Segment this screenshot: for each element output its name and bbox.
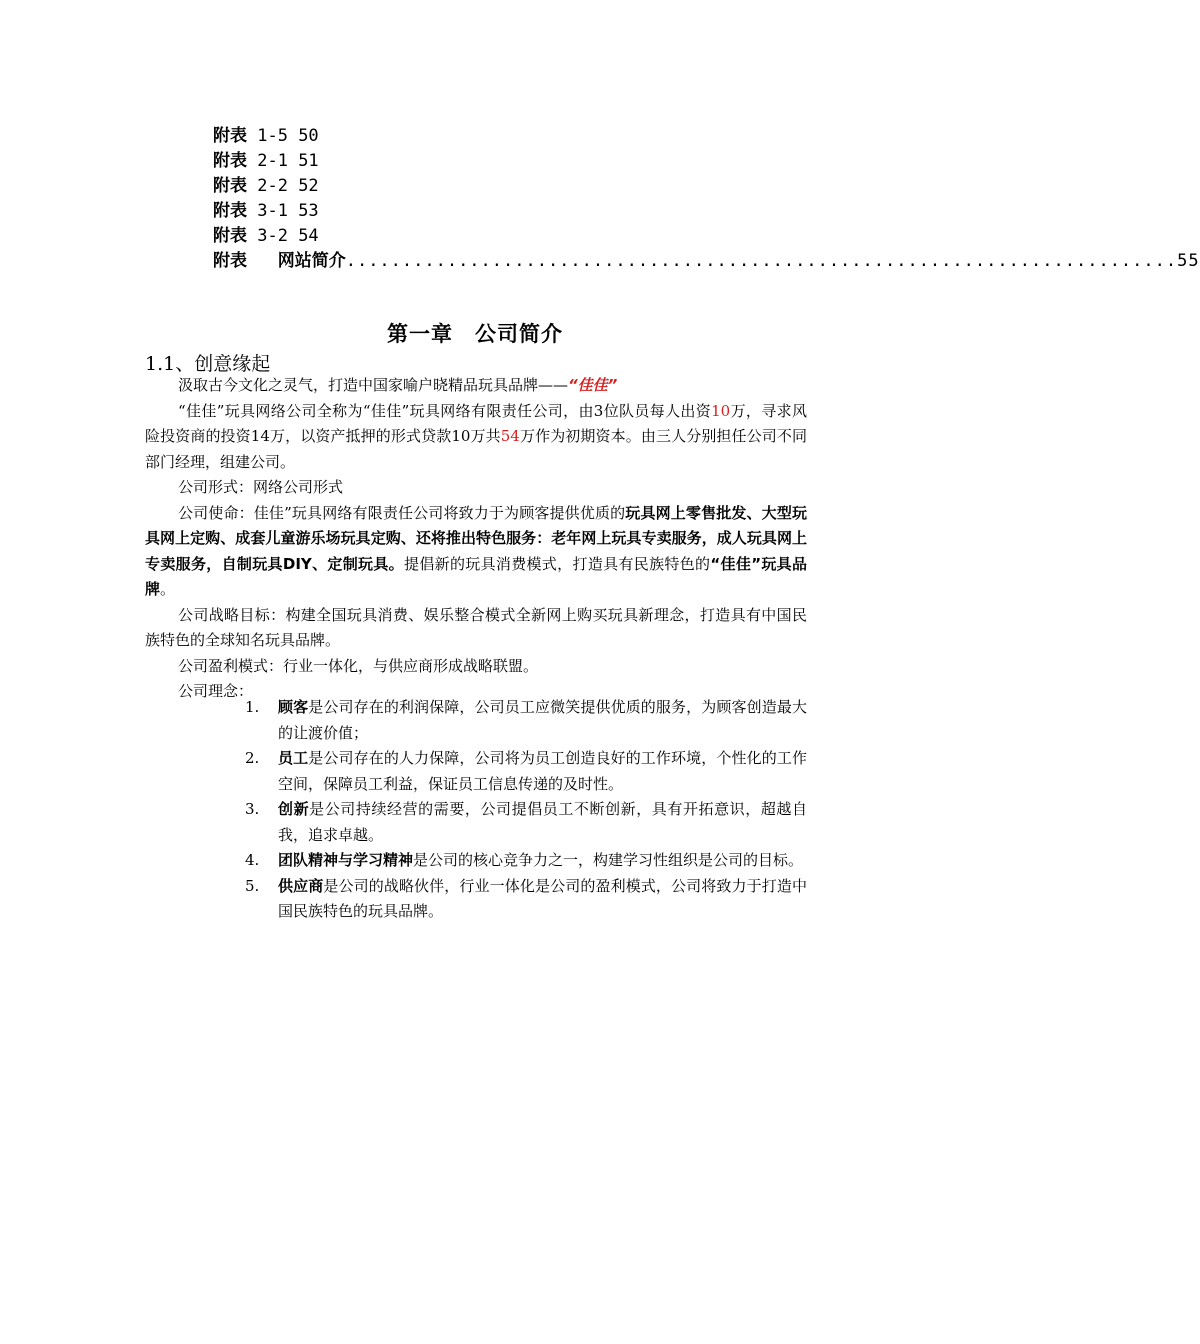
list-number-wrap — [145, 874, 278, 925]
list-description: 是公司存在的利润保障，公司员工应微笑提供优质的服务，为顾客创造最大的让渡价值； — [278, 698, 807, 742]
list-keyword: 供应商 — [278, 876, 324, 895]
list-description: 是公司存在的人力保障，公司将为员工创造良好的工作环境，个性化的工作空间，保障员工利益，保证员工信息传递的及时性。 — [278, 749, 807, 793]
paragraph-strategy: 公司战略目标：构建全国玩具消费、娱乐整合模式全新网上购买玩具新理念，打造具有中国民族特色的全球知名玩具品牌。 — [145, 605, 807, 649]
toc-entry[interactable] — [213, 174, 807, 199]
chapter-title: 第一章 公司简介 — [387, 322, 563, 346]
toc-label: 附表 — [213, 176, 247, 196]
toc-entry[interactable] — [213, 224, 807, 249]
list-text — [278, 695, 807, 746]
paragraph-intro — [145, 373, 807, 399]
paragraph-funding — [145, 399, 807, 476]
list-keyword: 创新 — [278, 800, 310, 818]
list-description: 是公司的战略伙伴，行业一体化是公司的盈利模式，公司将致力于打造中国民族特色的玩具品牌。 — [278, 876, 807, 920]
brand-name: “佳佳” — [568, 376, 618, 394]
list-item — [145, 848, 807, 874]
list-text — [278, 848, 807, 874]
toc-leader-dots: .......................................................................... — [345, 251, 1178, 271]
toc-page-number: 55 — [1177, 251, 1200, 271]
paragraph-mission — [145, 501, 807, 603]
list-item — [145, 874, 807, 925]
toc-text: 3-2 54 — [257, 226, 319, 246]
toc-label: 附表 — [213, 226, 247, 246]
list-item — [145, 797, 807, 848]
body-text — [145, 373, 807, 705]
toc-entry-website[interactable] — [213, 249, 1200, 274]
toc-text: 1-5 50 — [257, 126, 319, 146]
list-text — [278, 746, 807, 797]
funding-text-a: “佳佳”玩具网络公司全称为“佳佳”玩具网络有限责任公司，由3位队员每人出资 — [178, 401, 712, 420]
intro-text: 汲取古今文化之灵气，打造中国家喻户晓精品玩具品牌—— — [178, 376, 569, 394]
funding-text-c: 万作为初期资本。由三人分别担任公司不同部门经理，组建公司。 — [145, 427, 807, 471]
list-text — [278, 874, 807, 925]
funding-number-1: 10 — [711, 401, 731, 420]
list-number: 1. — [245, 698, 260, 716]
toc-entry[interactable] — [213, 199, 807, 224]
toc-label: 附表 — [213, 151, 247, 171]
toc-label: 附表 — [213, 201, 247, 221]
toc-label: 附表 — [213, 126, 247, 146]
list-keyword: 员工 — [278, 749, 309, 767]
toc-entry[interactable] — [213, 149, 807, 174]
toc-title: 网站简介 — [277, 251, 346, 271]
list-number-wrap — [145, 695, 278, 746]
funding-text-b: 万，寻求风险投资商的投资14万，以资产抵押的形式贷款10万共 — [145, 401, 807, 445]
mission-text-b: 提倡新的玩具消费模式，打造具有民族特色的 — [404, 554, 711, 573]
paragraph-form: 公司形式：网络公司形式 — [178, 478, 344, 496]
list-number: 4. — [245, 851, 260, 869]
toc-text: 2-2 52 — [257, 176, 319, 196]
toc-text: 3-1 53 — [257, 201, 319, 221]
paragraph-profit: 公司盈利模式：行业一体化，与供应商形成战略联盟。 — [178, 656, 539, 675]
list-number-wrap — [145, 746, 278, 797]
philosophy-list — [145, 695, 807, 925]
list-keyword: 团队精神与学习精神 — [278, 851, 414, 869]
mission-brand: “佳佳”玩具品牌 — [145, 554, 808, 598]
mission-text-c: 。 — [160, 580, 176, 598]
toc-text: 2-1 51 — [257, 151, 319, 171]
list-keyword: 顾客 — [278, 698, 309, 716]
list-number: 3. — [245, 800, 260, 818]
paragraph-philosophy: 公司理念： — [178, 682, 254, 700]
mission-text-a: 公司使命：佳佳”玩具网络有限责任公司将致力于为顾客提供优质的 — [178, 503, 626, 522]
list-item — [145, 746, 807, 797]
toc-label: 附表 — [213, 251, 247, 271]
list-number: 5. — [245, 876, 260, 895]
toc-entry[interactable] — [213, 124, 807, 149]
list-text — [278, 797, 807, 848]
list-item — [145, 695, 807, 746]
mission-services: 玩具网上零售批发、大型玩具网上定购、成套儿童游乐场玩具定购、还将推出特色服务：老年网上玩具专卖服务，成人玩具网上专卖服务，自制玩具DIY、定制玩具。 — [145, 503, 807, 573]
section-title: 1.1、创意缘起 — [145, 353, 271, 375]
list-description: 是公司持续经营的需要，公司提倡员工不断创新，具有开拓意识，超越自我，追求卓越。 — [278, 800, 807, 844]
table-of-contents — [213, 124, 1200, 274]
list-number-wrap — [145, 848, 278, 874]
list-number: 2. — [245, 749, 260, 767]
list-description: 是公司的核心竞争力之一，构建学习性组织是公司的目标。 — [413, 851, 804, 869]
funding-number-2: 54 — [500, 427, 520, 445]
list-number-wrap — [145, 797, 278, 848]
